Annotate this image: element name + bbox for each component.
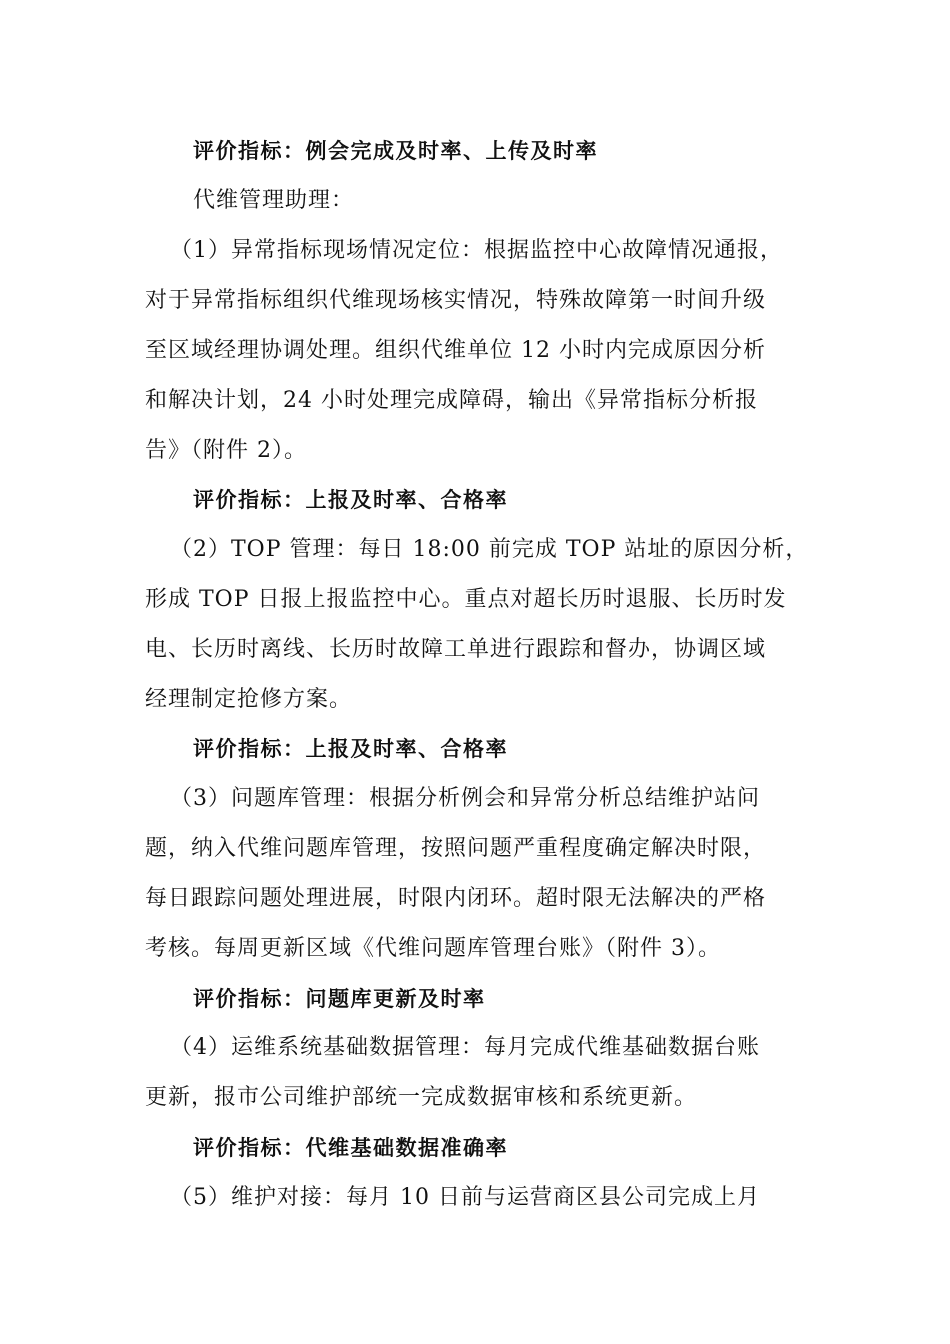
paragraph-line: 形成 TOP 日报上报监控中心。重点对超长历时退服、长历时发 (145, 587, 787, 612)
paragraph-line: 经理制定抢修方案。 (145, 687, 353, 712)
paragraph-line: 题，纳入代维问题库管理，按照问题严重程度确定解决时限， (145, 836, 767, 861)
indicator-heading-3: 评价指标：上报及时率、合格率 (193, 737, 508, 761)
paragraph-line: （5）维护对接：每月 10 日前与运营商区县公司完成上月 (170, 1185, 760, 1210)
paragraph-line: 电、长历时离线、长历时故障工单进行跟踪和督办，协调区域 (145, 637, 767, 662)
indicator-heading-1: 评价指标：例会完成及时率、上传及时率 (193, 139, 598, 163)
paragraph-line: 告》（附件 2）。 (145, 438, 307, 463)
indicator-heading-2: 评价指标：上报及时率、合格率 (193, 488, 508, 512)
indicator-heading-4: 评价指标：问题库更新及时率 (193, 987, 486, 1011)
paragraph-line: 对于异常指标组织代维现场核实情况，特殊故障第一时间升级 (145, 288, 767, 313)
paragraph-line: （4）运维系统基础数据管理：每月完成代维基础数据台账 (170, 1035, 760, 1060)
paragraph-line: 代维管理助理： (193, 188, 355, 213)
paragraph-line: 至区域经理协调处理。组织代维单位 12 小时内完成原因分析 (145, 338, 766, 363)
paragraph-line: 和解决计划，24 小时处理完成障碍，输出《异常指标分析报 (145, 388, 758, 413)
paragraph-line: 考核。每周更新区域《代维问题库管理台账》（附件 3）。 (145, 936, 721, 961)
indicator-heading-5: 评价指标：代维基础数据准确率 (193, 1136, 508, 1160)
paragraph-line: （1）异常指标现场情况定位：根据监控中心故障情况通报， (170, 238, 783, 263)
paragraph-line: （3）问题库管理：根据分析例会和异常分析总结维护站问 (170, 786, 760, 811)
paragraph-line: 每日跟踪问题处理进展，时限内闭环。超时限无法解决的严格 (145, 886, 767, 911)
paragraph-line: 更新，报市公司维护部统一完成数据审核和系统更新。 (145, 1085, 698, 1110)
paragraph-line: （2）TOP 管理：每日 18:00 前完成 TOP 站址的原因分析， (170, 537, 809, 562)
